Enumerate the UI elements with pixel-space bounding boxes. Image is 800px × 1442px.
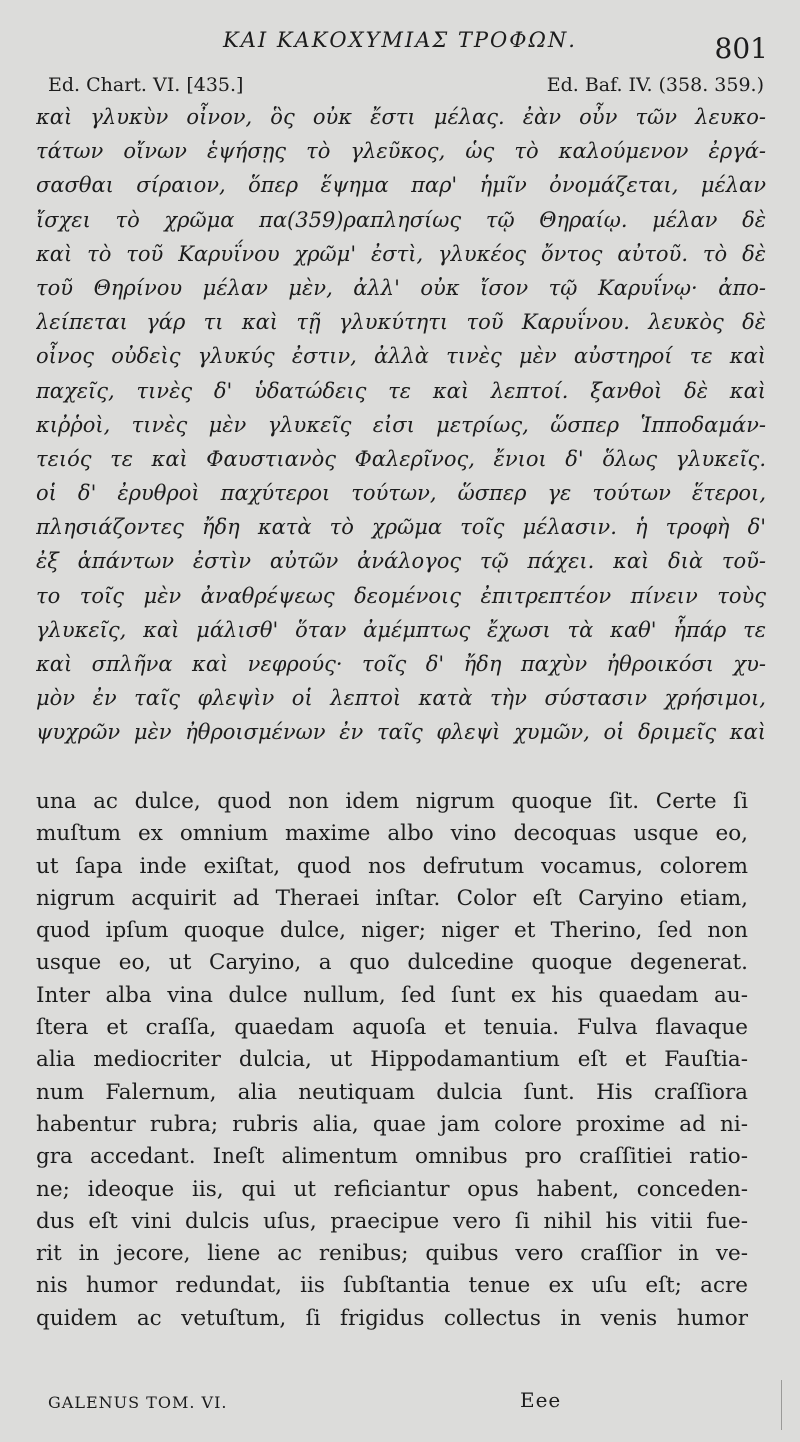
latin-text-block [36,786,748,1335]
latin-text-line: rit in jecore, liene ac renibus; quibus vero craſſior in ve- [36,1241,748,1267]
greek-text-line: οἶνος οὐδεὶς γλυκύς ἐστιν, ἀλλὰ τινὲς μὲν αὐστηροί τε καὶ [36,344,766,369]
greek-text-line: οἱ δ' ἐρυθροὶ παχύτεροι τούτων, ὥσπερ γε τούτων ἕτεροι, [36,481,766,506]
greek-text-line: το τοῖς μὲν ἀναθρέψεως δεομένοις ἐπιτρεπτέον πίνειν τοὺς [36,583,766,608]
latin-text-line: gra accedant. Ineſt alimentum omnibus pro craſſitiei ratio- [36,1144,748,1170]
greek-text-line: ψυχρῶν μὲν ἠθροισμένων ἐν ταῖς φλεψὶ χυμῶν, οἱ δριμεῖς καὶ [36,720,766,745]
greek-text-line: σασθαι σίραιον, ὅπερ ἕψημα παρ' ἡμῖν ὀνομάζεται, μέλαν [36,173,766,198]
latin-text-line: nis humor redundat, iis ſubſtantia tenue ex uſu eſt; acre [36,1273,748,1299]
page-number: 801 [714,32,768,65]
greek-text-line: μὸν ἐν ταῖς φλεψὶν οἱ λεπτοὶ κατὰ τὴν σύστασιν χρήσιμοι, [36,686,766,711]
greek-text-line: παχεῖς, τινὲς δ' ὑδατώδεις τε καὶ λεπτοί. ξανθοὶ δὲ καὶ [36,378,766,403]
greek-text-line: πλησιάζοντες ἤδη κατὰ τὸ χρῶμα τοῖς μέλασιν. ἡ τροφὴ δ' [36,515,766,540]
edition-reference-basel: Ed. Baf. IV. (358. 359.) [546,74,764,96]
latin-text-line: ſtera et craſſa, quaedam aquoſa et tenuia. Fulva flavaque [36,1015,748,1041]
greek-text-block [36,100,766,750]
footer-signature-mark: Eee [520,1388,562,1412]
latin-text-line: quidem ac vetuſtum, ſi frigidus collectus in venis humor [36,1305,748,1331]
latin-text-line: dus eſt vini dulcis uſus, praecipue vero ſi nihil his vitii fue- [36,1208,748,1234]
greek-text-line: ἴσχει τὸ χρῶμα πα(359)ραπλησίως τῷ Θηραίῳ. μέλαν δὲ [36,207,766,232]
latin-text-line: ut ſapa inde exiſtat, quod nos defrutum vocamus, colorem [36,853,748,879]
page-edge-line [781,1380,782,1430]
greek-text-line: ἐξ ἁπάντων ἐστὶν αὐτῶν ἀνάλογος τῷ πάχει. καὶ διὰ τοῦ- [36,549,766,574]
latin-text-line: num Falernum, alia neutiquam dulcia ſunt. His craſſiora [36,1079,748,1105]
running-title: ΚΑΙ ΚΑΚΟΧΥΜΙΑΣ ΤΡΟΦΩΝ. [223,28,577,52]
latin-text-line: quod ipſum quoque dulce, niger; niger et Therino, ſed non [36,918,748,944]
latin-text-line: ne; ideoque iis, qui ut reficiantur opus habent, conceden- [36,1176,748,1202]
greek-text-line: κιῤῥοὶ, τινὲς μὲν γλυκεῖς εἰσι μετρίως, ὥσπερ Ἱπποδαμάν- [36,412,766,437]
greek-text-line: τοῦ Θηρίνου μέλαν μὲν, ἀλλ' οὐκ ἴσον τῷ Καρυΐνῳ· ἀπο- [36,275,766,300]
greek-text-line: γλυκεῖς, καὶ μάλισθ' ὅταν ἀμέμπτως ἔχωσι τὰ καθ' ἧπάρ τε [36,617,766,642]
greek-text-line: καὶ γλυκὺν οἶνον, ὃς οὐκ ἔστι μέλας. ἐὰν οὖν τῶν λευκο- [36,105,766,129]
edition-reference-chartier: Ed. Chart. VI. [435.] [48,74,244,96]
latin-text-line: nigrum acquirit ad Theraei inſtar. Color eſt Caryino etiam, [36,885,748,911]
greek-text-line: λείπεται γάρ τι καὶ τῇ γλυκύτητι τοῦ Καρυΐνου. λευκὸς δὲ [36,310,766,335]
footer-signature-title: GALENUS TOM. VI. [48,1393,228,1412]
latin-text-line: una ac dulce, quod non idem nigrum quoque ſit. Certe ſi [36,789,748,814]
latin-text-line: muſtum ex omnium maxime albo vino decoquas usque eo, [36,821,748,847]
greek-text-line: τάτων οἴνων ἑψήσῃς τὸ γλεῦκος, ὡς τὸ καλούμενον ἐργά- [36,139,766,164]
latin-text-line: alia mediocriter dulcia, ut Hippodamantium eſt et Fauſtia- [36,1047,748,1073]
greek-text-line: τειός τε καὶ Φαυστιανὸς Φαλερῖνος, ἔνιοι δ' ὅλως γλυκεῖς. [36,446,766,471]
greek-text-line: καὶ σπλῆνα καὶ νεφρούς· τοῖς δ' ἤδη παχὺν ἠθροικόσι χυ- [36,652,766,676]
greek-text-line: καὶ τὸ τοῦ Καρυΐνου χρῶμ' ἐστὶ, γλυκέος ὄντος αὐτοῦ. τὸ δὲ [36,241,766,266]
latin-text-line: usque eo, ut Caryino, a quo dulcedine quoque degenerat. [36,950,748,976]
latin-text-line: Inter alba vina dulce nullum, ſed ſunt ex his quaedam au- [36,982,748,1008]
latin-text-line: habentur rubra; rubris alia, quae jam colore proxime ad ni- [36,1111,748,1137]
